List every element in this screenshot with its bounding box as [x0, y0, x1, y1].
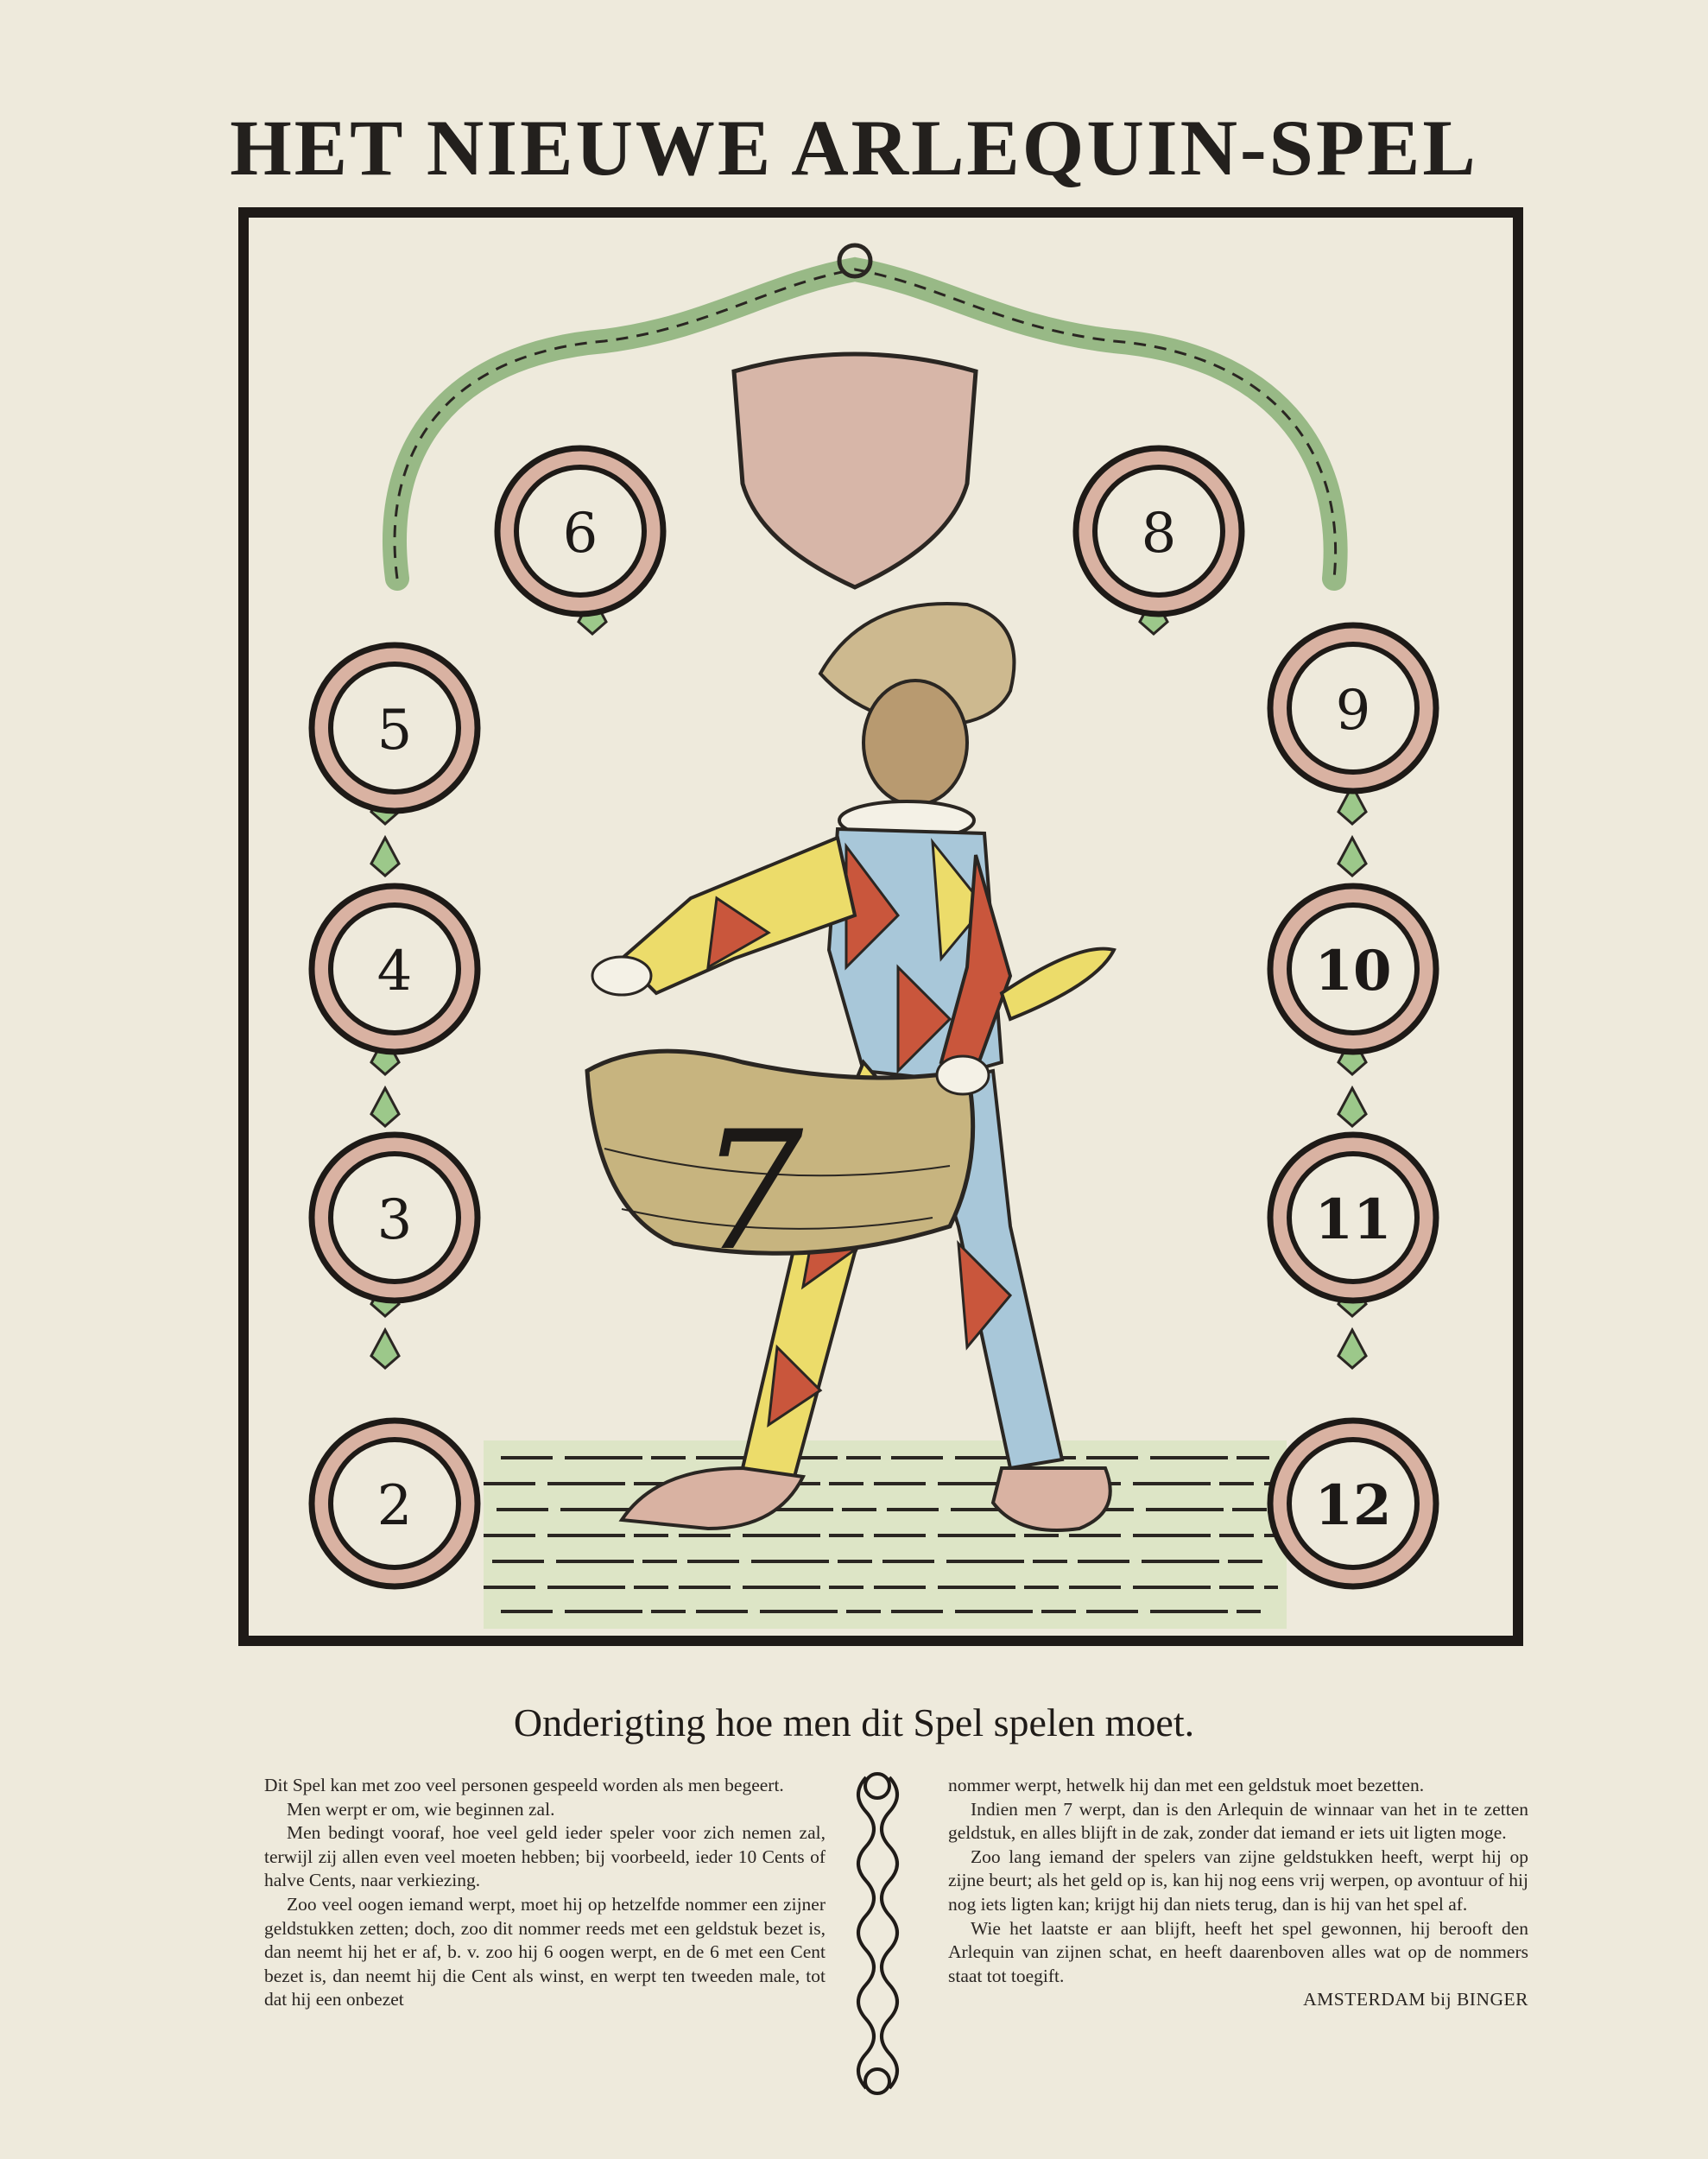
medallion-5	[312, 645, 478, 811]
medallion-number: 6	[562, 502, 598, 566]
instruction-paragraph: Zoo lang iemand der spelers van zijne geldstukken heeft, werpt hij op zijne beurt; als het geld op is, kan hij nog eens vrij werpen, op avontuur of hij nog iets ligten kan; krijgt hij dan niets terug, dan is hij van het spel af.	[948, 1846, 1528, 1915]
instructions-right-column	[948, 1774, 1528, 2012]
publisher-imprint: AMSTERDAM bij BINGER	[1303, 1989, 1528, 2010]
medallion-number: 5	[376, 699, 413, 763]
column-ornament	[858, 1774, 897, 2093]
instruction-paragraph: Wie het laatste er aan blijft, heeft het spel gewonnen, hij berooft den Arlequin van zijnen schat, en heeft daarenboven alles wat op de nommers staat tot toegift.	[948, 1917, 1528, 1986]
instruction-paragraph: Men bedingt vooraf, hoe veel geld ieder speler voor zich nemen zal, terwijl zij allen even veel moeten hebben; bij voorbeeld, ieder 10 Cents of halve Cents, naar verkiezing.	[264, 1822, 826, 1891]
medallion-9	[1270, 625, 1436, 791]
right-hand	[937, 1056, 989, 1094]
shield-emblem	[734, 354, 976, 587]
medallion-8	[1076, 448, 1242, 614]
instructions-left-column	[264, 1774, 826, 2012]
medallion-number: 8	[1141, 502, 1177, 566]
medallion-2	[312, 1421, 478, 1586]
instruction-paragraph: Dit Spel kan met zoo veel personen gespeeld worden als men begeert.	[264, 1775, 784, 1795]
instructions-heading: Onderigting hoe men dit Spel spelen moet.	[513, 1700, 1195, 1744]
medallion-4	[312, 886, 478, 1052]
page-title: HET NIEUWE ARLEQUIN-SPEL	[230, 104, 1478, 192]
medallion-3	[312, 1135, 478, 1301]
medallion-number: 9	[1335, 679, 1371, 743]
medallion-number: 12	[1314, 1473, 1392, 1538]
instruction-paragraph: Zoo veel oogen iemand werpt, moet hij op hetzelfde nommer een zijner geldstukken zetten; doch, zoo dit nommer reeds met een geldstuk bezet is, dan neemt hij het er af, b. v. zoo hij 6 oogen werpt, en de 6 met een Cent bezet is, dan neemt hij die Cent als winst, en werpt ten tweeden male, tot dat hij een onbezet	[264, 1893, 826, 2010]
medallion-number: 3	[376, 1188, 413, 1252]
medallion-number: 4	[376, 940, 413, 1004]
harlequin-face	[863, 681, 967, 805]
instruction-paragraph: Indien men 7 werpt, dan is den Arlequin de winnaar van het in te zetten geldstuk, en alles blijft in de zak, zonder dat iemand er iets uit ligten moge.	[948, 1798, 1528, 1844]
medallion-11	[1270, 1135, 1436, 1301]
medallion-10	[1270, 886, 1436, 1052]
floor-stage	[484, 1440, 1287, 1629]
bag-number-label: 7	[699, 1096, 804, 1287]
medallion-number: 10	[1314, 939, 1392, 1004]
instruction-paragraph: Men werpt er om, wie beginnen zal.	[287, 1798, 555, 1820]
slapstick	[1002, 949, 1114, 1019]
instruction-paragraph: nommer werpt, hetwelk hij dan met een geldstuk moet bezetten.	[948, 1775, 1425, 1795]
harlequin-figure	[587, 604, 1114, 1530]
medallion-12	[1270, 1421, 1436, 1586]
medallion-6	[497, 448, 663, 614]
left-hand	[592, 957, 651, 995]
medallion-number: 11	[1314, 1187, 1392, 1252]
medallion-number: 2	[376, 1474, 413, 1538]
